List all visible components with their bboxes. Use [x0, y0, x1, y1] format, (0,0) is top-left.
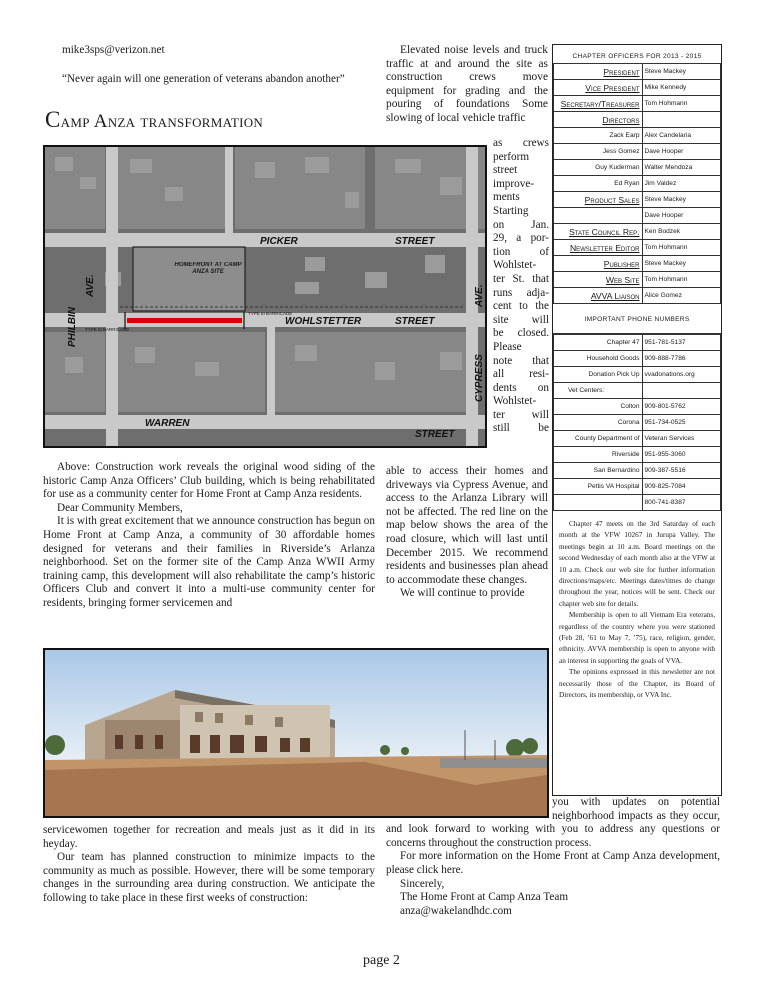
disclaimer: The opinions expressed in this newsletter are not necessarily those of the Chapter, its Board of Directors, its membership, or VVA Inc.	[559, 668, 715, 700]
officer-name: Steve Mackey	[642, 256, 721, 272]
narrow-line: tion of	[493, 245, 549, 258]
officer-row	[554, 96, 721, 112]
officer-row	[554, 128, 721, 144]
narrow-line: be closed.	[493, 327, 549, 340]
phone-row	[554, 463, 721, 479]
salutation: Dear Community Members,	[57, 501, 183, 514]
narrow-line: on Jan.	[493, 218, 549, 231]
narrow-line: cent to the	[493, 300, 549, 313]
membership-info: Membership is open to all Vietnam Era veterans, regardless of the country where you were stationed (Feb 28, ’61 to May 7, ’75), race, religion, gender, ethnicity. AVVA membership is open to anyone with an interest in supporting the goals of VVA.	[559, 611, 715, 665]
narrow-line: as crews	[493, 137, 549, 149]
phone-label: Household Goods	[554, 351, 643, 367]
middle-paragraph-3: We will continue to provide	[400, 587, 525, 600]
meeting-info: Chapter 47 meets on the 3rd Saturday of each month at the VFW 10267 in Jurupa Valley. The meetings begin at 10 a.m. Board meetings on the second Wednesday of each month also at the VFW at 10 a.m. Check our web site for further information directions/maps/etc. Meetings dates/times do change throughout the year, notices will be sent. Check our chapter web site for details.	[559, 520, 715, 608]
narrow-line: perform	[493, 150, 530, 163]
officer-row	[554, 224, 721, 240]
narrow-line: Starting	[493, 204, 529, 217]
phone-value: 951-781-5137	[642, 335, 721, 351]
officer-name: Jim Valdez	[642, 176, 721, 192]
officer-row	[554, 176, 721, 192]
phone-row	[554, 415, 721, 431]
officer-row	[554, 112, 721, 128]
more-info-paragraph[interactable]: For more information on the Home Front at Camp Anza development, please click here.	[386, 850, 720, 876]
bottom-left-column	[43, 824, 375, 906]
phone-label: Donation Pick Up	[554, 367, 643, 383]
middle-paragraph-1: Elevated noise levels and truck traffic at and around the site as construction crews move equipment for grading and the pouring of foundations Some slowing of local vehicle traffic	[386, 44, 548, 124]
officer-role: Jess Gomez	[554, 144, 643, 160]
pull-quote: “Never again will one generation of veterans abandon another”	[62, 73, 345, 85]
middle-narrow-column	[493, 137, 549, 436]
phone-label: San Bernardino	[554, 463, 643, 479]
body-paragraph-1: It is with great excitement that we announce construction has begun on Home Front at Camp Anza, a community of 30 affordable homes designed for veterans and their families in Riverside’s Arlanza neighborhood. Set on the former site of the Camp Anza WWII Army training camp, this development will also rehabilitate the camp’s historic Officers Club and convert it into a multi-use community center for residents, bringing former servicemen and	[43, 515, 375, 609]
narrow-line: 29, a por-	[493, 232, 549, 245]
officer-role: Product Sales	[554, 192, 643, 208]
phone-value: vvadonations.org	[642, 367, 721, 383]
photo-caption: Above: Construction work reveals the original wood siding of the historic Camp Anza Officers’ Club building, which is being rehabilitated for use as a community center for Home Front at Camp Anza residents.	[43, 461, 375, 501]
map-label-ave2: AVE.	[474, 284, 485, 307]
phones-table	[553, 334, 721, 511]
team-name: The Home Front at Camp Anza Team	[400, 891, 569, 904]
phone-row	[554, 495, 721, 511]
officer-row	[554, 272, 721, 288]
map-label-barricade-2: TYPE III BARRICADE	[85, 327, 130, 332]
phone-row	[554, 447, 721, 463]
officer-role: Newsletter Editor	[554, 240, 643, 256]
map-label-cypress: CYPRESS	[474, 354, 485, 402]
construction-photo	[43, 648, 549, 818]
map-label-barricade-1: TYPE III BARRICADE	[248, 311, 293, 316]
officer-role: Secretary/Treasurer	[554, 96, 643, 112]
phone-label: Chapter 47	[554, 335, 643, 351]
narrow-line: Please	[493, 340, 522, 353]
officer-name: Tom Hohmann	[642, 272, 721, 288]
narrow-line: ter St. that	[493, 272, 549, 285]
officers-heading: CHAPTER OFFICERS FOR 2013 - 2015	[572, 53, 702, 60]
officer-name: Dave Hooper	[642, 144, 721, 160]
phone-label: Riverside	[554, 447, 643, 463]
map-label-picker: PICKER	[260, 236, 298, 247]
phone-label: Colton	[554, 399, 643, 415]
map-label-site: HOMEFRONT AT CAMP ANZA SITE	[174, 262, 242, 275]
vet-centers-label: Vet Centers:	[554, 383, 643, 399]
phone-value: 909-801-5762	[642, 399, 721, 415]
officer-name: Alex Candelaria	[642, 128, 721, 144]
phone-row	[554, 351, 721, 367]
narrow-line: Wohlstet-	[493, 259, 537, 272]
officer-row	[554, 208, 721, 224]
officer-row	[554, 288, 721, 304]
officer-role: Web Site	[554, 272, 643, 288]
phone-row	[554, 367, 721, 383]
officers-table	[553, 63, 721, 304]
narrow-line: all resi-	[493, 368, 549, 381]
team-email[interactable]: anza@wakelandhdc.com	[400, 904, 512, 917]
narrow-line: site will	[493, 313, 549, 326]
officer-role: Guy Kuderman	[554, 160, 643, 176]
narrow-line: dents on	[493, 381, 549, 394]
officer-name: Alice Gomez	[642, 288, 721, 304]
phone-value: Veteran Services	[642, 431, 721, 447]
phone-label: Corona	[554, 415, 643, 431]
phone-value: 909-825-7084	[642, 479, 721, 495]
middle-paragraph-2: able to access their homes and driveways via Cypress Avenue, and access to the Arlanza Library will not be affected. The red line on the map below shows the area of the road closure, which will last until December 2015. We recommend residents and businesses plan ahead to accommodate these changes.	[386, 465, 548, 586]
body-paragraph-2: Our team has planned construction to minimize impacts to the community as much as possible. However, there will be some temporary changes in the surrounding area during construction. We anticipate the following to take place in these first weeks of construction:	[43, 851, 375, 904]
phone-label: Pettis VA Hospital	[554, 479, 643, 495]
officer-role: State Council Rep.	[554, 224, 643, 240]
road-closure-map	[43, 145, 487, 448]
map-label-street2: STREET	[395, 316, 435, 327]
officer-role	[554, 208, 643, 224]
officer-name: Walter Mendoza	[642, 160, 721, 176]
officer-row	[554, 160, 721, 176]
narrow-line: ter will	[493, 408, 549, 421]
phone-row	[554, 431, 721, 447]
map-label-ave1: AVE.	[85, 274, 96, 297]
phones-heading: IMPORTANT PHONE NUMBERS	[553, 304, 721, 334]
phone-row	[554, 479, 721, 495]
officer-role: AVVA Liaison	[554, 288, 643, 304]
body-paragraph-1-cont: servicewomen together for recreation and meals just as it did in its heyday.	[43, 824, 375, 850]
phone-value: 800-741-8387	[642, 495, 721, 511]
officer-role: Ed Ryan	[554, 176, 643, 192]
phone-value: 909-888-7786	[642, 351, 721, 367]
officer-name: Steve Mackey	[642, 64, 721, 80]
contact-email[interactable]: mike3sps@verizon.net	[62, 44, 165, 56]
officer-role: Publisher	[554, 256, 643, 272]
bottom-right-column	[386, 796, 720, 918]
officer-role: Directors	[554, 112, 643, 128]
officer-name: Tom Hohmann	[642, 240, 721, 256]
map-label-warren: WARREN	[145, 418, 190, 429]
officer-row	[554, 144, 721, 160]
page-number: page 2	[363, 953, 400, 968]
map-label-wohlstetter: WOHLSTETTER	[285, 316, 362, 327]
narrow-line: runs adja-	[493, 286, 549, 299]
phone-value: 951-734-0525	[642, 415, 721, 431]
officer-name	[642, 112, 721, 128]
officer-row	[554, 240, 721, 256]
narrow-line: Wohlstet-	[493, 395, 537, 408]
officer-name: Tom Hohmann	[642, 96, 721, 112]
narrow-line: street	[493, 164, 518, 177]
narrow-line: still be	[493, 422, 549, 435]
map-label-street1: STREET	[395, 236, 435, 247]
middle-column-bottom	[386, 465, 548, 601]
chapter-sidebar	[552, 44, 722, 796]
officer-row	[554, 192, 721, 208]
middle-column-top	[386, 44, 548, 126]
phone-row	[554, 399, 721, 415]
officer-name: Ken Bodzek	[642, 224, 721, 240]
officer-name: Dave Hooper	[642, 208, 721, 224]
phone-row	[554, 335, 721, 351]
phone-label: County Department of	[554, 431, 643, 447]
officer-role: Zack Earp	[554, 128, 643, 144]
officer-row	[554, 256, 721, 272]
vet-centers-row	[554, 383, 721, 399]
left-column	[43, 461, 375, 611]
map-label-philbin: PHILBIN	[67, 307, 78, 347]
article-title: Camp Anza transformation	[45, 107, 264, 132]
officer-row	[554, 80, 721, 96]
phone-value: 951-955-3060	[642, 447, 721, 463]
narrow-line: improve-	[493, 177, 535, 190]
officer-row	[554, 64, 721, 80]
updates-paragraph: you with updates on potential neighborhood impacts as they occur, and look forward to working with you to address any questions or concerns throughout the construction process.	[386, 796, 720, 849]
map-label-street3: STREET	[415, 429, 455, 440]
officer-name: Mike Kennedy	[642, 80, 721, 96]
map-graphic	[45, 147, 485, 446]
sign-off: Sincerely,	[400, 877, 445, 890]
phone-label	[554, 495, 643, 511]
narrow-line: note that	[493, 354, 549, 367]
narrow-line: ments	[493, 191, 520, 204]
officer-role: Vice President	[554, 80, 643, 96]
phone-value: 909-387-5516	[642, 463, 721, 479]
officer-name: Steve Mackey	[642, 192, 721, 208]
officer-role: President	[554, 64, 643, 80]
